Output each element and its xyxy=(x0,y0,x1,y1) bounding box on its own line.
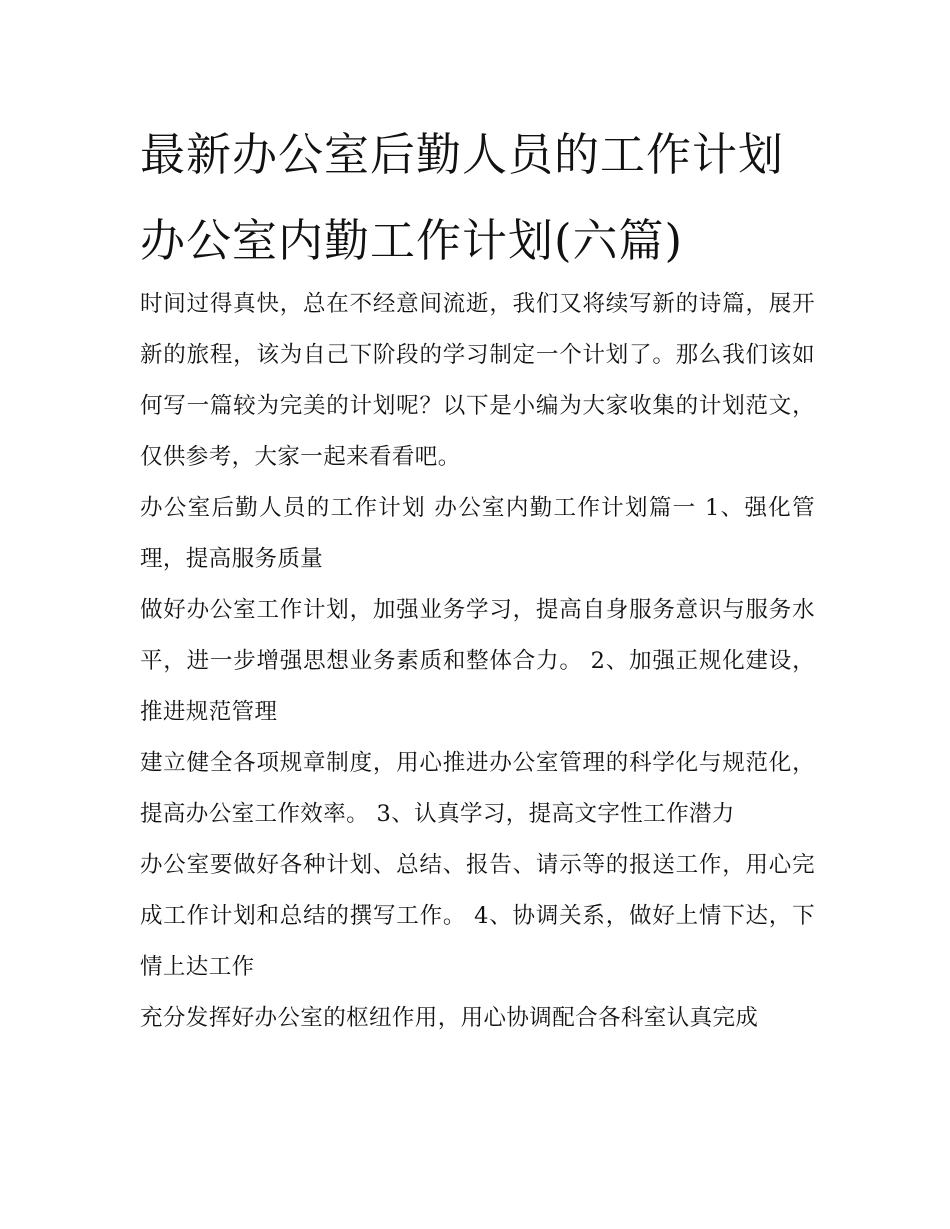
body-paragraph-1: 做好办公室工作计划，加强业务学习，提高自身服务意识与服务水平，进一步增强思想业务素质和整体合力。 2、加强正规化建设，推进规范管理 xyxy=(140,596,815,725)
body-paragraph-2: 建立健全各项规章制度，用心推进办公室管理的科学化与规范化，提高办公室工作效率。 3、认真学习，提高文字性工作潜力 xyxy=(140,749,815,827)
document-body xyxy=(140,112,815,1044)
body-paragraph-3: 办公室要做好各种计划、总结、报告、请示等的报送工作，用心完成工作计划和总结的撰写工作。 4、协调关系，做好上情下达，下情上达工作 xyxy=(140,851,815,980)
document-title: 最新办公室后勤人员的工作计划 办公室内勤工作计划(六篇) xyxy=(140,128,785,268)
intro-paragraph: 时间过得真快，总在不经意间流逝，我们又将续写新的诗篇，展开新的旅程，该为自己下阶段的学习制定一个计划了。那么我们该如何写一篇较为完美的计划呢？以下是小编为大家收集的计划范文，仅供参考，大家一起来看看吧。 xyxy=(140,290,815,470)
section-heading-1: 办公室后勤人员的工作计划 办公室内勤工作计划篇一 1、强化管理，提高服务质量 xyxy=(140,494,815,572)
body-paragraph-4: 充分发挥好办公室的枢纽作用，用心协调配合各科室认真完成 xyxy=(140,1004,759,1031)
